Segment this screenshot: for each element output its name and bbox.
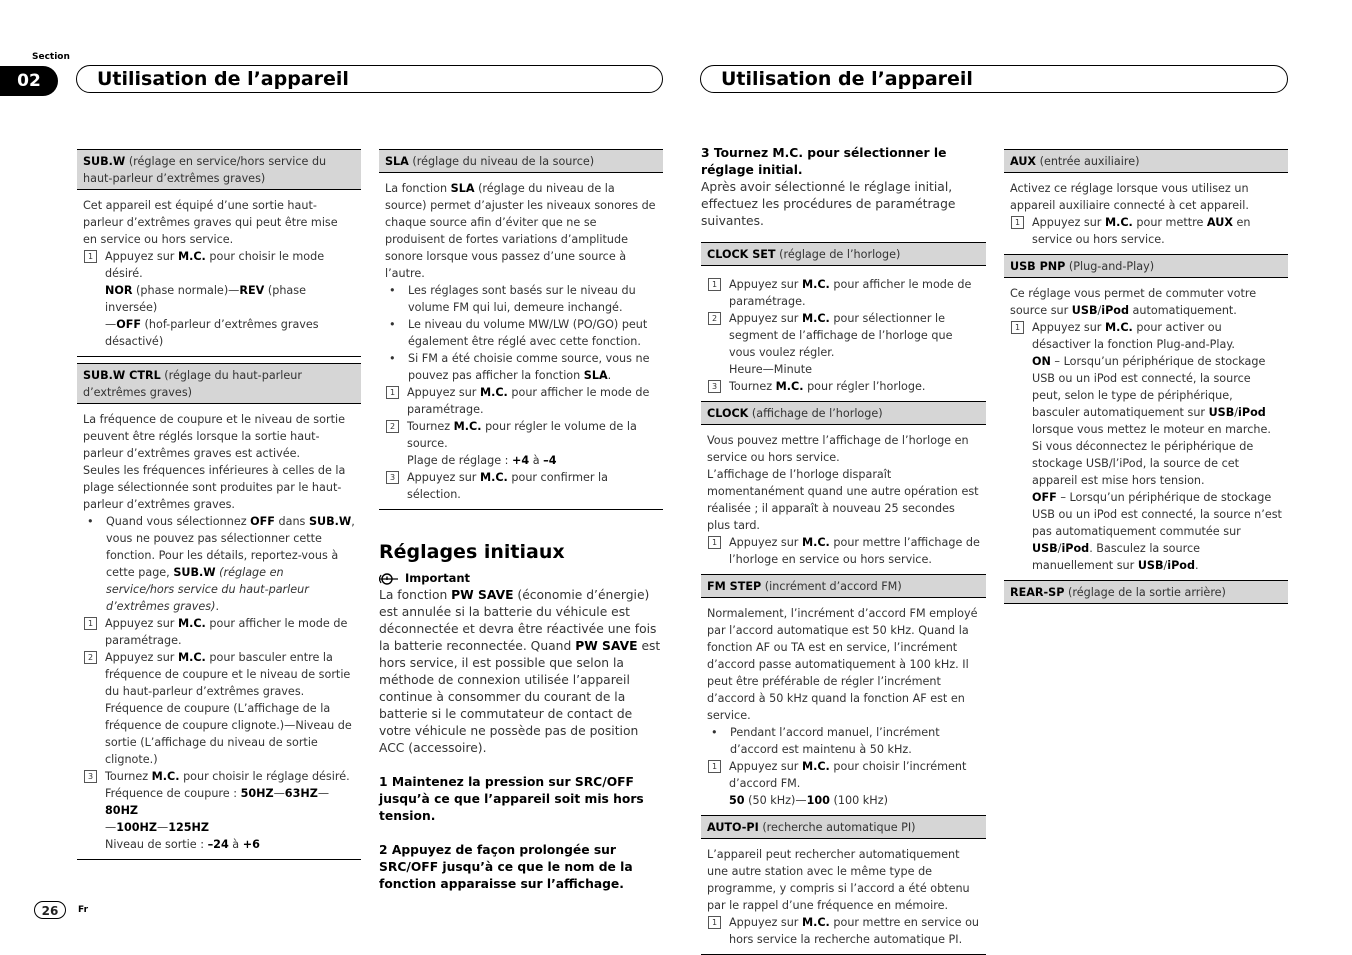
- step-item: 1 Appuyez sur M.C. pour afficher le mode de paramétrage.: [707, 276, 980, 310]
- bullet-item: • Les réglages sont basés sur le niveau du volume FM qui lui, demeure inchangé.: [389, 284, 636, 314]
- step-item: 1 Appuyez sur M.C. pour afficher le mode de paramétrage.: [83, 615, 355, 649]
- clock-header: CLOCK (affichage de l’horloge): [701, 402, 986, 425]
- instruction-step-3-text: Après avoir sélectionné le réglage initial, effectuez les procédures de paramétrage suivantes.: [701, 180, 956, 228]
- subw-header: SUB.W (réglage en service/hors service du haut-parleur d’extrêmes graves): [77, 149, 361, 190]
- important-text: La fonction PW SAVE (économie d’énergie) est annulée si la batterie du véhicule est déconnectée et devra être réactivée une fois la batterie reconnectée. Quand PW SAVE est hors service, il est possible que selon la méthode de connexion utilisée l’appareil continue à consommer du courant de la batterie si le commutateur de contact de votre véhicule ne possède pas de position ACC (accessoire).: [379, 588, 661, 755]
- column-3: [701, 145, 986, 955]
- step-item: 3 Appuyez sur M.C. pour confirmer la sélection.: [385, 469, 657, 503]
- bullet-item: • Pendant l’accord manuel, l’incrément d’accord est maintenu à 50 kHz.: [711, 726, 940, 756]
- paragraph: Normalement, l’incrément d’accord FM employé par l’accord automatique est 50 kHz. Quand la fonction AF ou TA est en service, l’incrément d’accord passe automatiquement à 100 kHz. Il peut être préférable de régler l’incrément d’accord à 50 kHz quand la fonction AF est en service.: [707, 607, 978, 722]
- paragraph: La fréquence de coupure et le niveau de sortie peuvent être réglés lorsque la sortie haut-parleur d’extrêmes graves est activée.: [83, 413, 345, 460]
- instruction-step-2: 2 Appuyez de façon prolongée sur SRC/OFF jusqu’à ce que le nom de la fonction apparaisse sur l’affichage.: [379, 843, 633, 891]
- clock-body: [701, 425, 986, 575]
- aux-body: [1004, 173, 1288, 255]
- paragraph: Vous pouvez mettre l’affichage de l’horloge en service ou hors service.: [707, 434, 969, 464]
- paragraph: L’affichage de l’horloge disparaît momentanément quand une autre opération est réalisée ; il apparaît à nouveau 25 secondes plus tard.: [707, 468, 979, 532]
- bullet-item: • Quand vous sélectionnez OFF dans SUB.W, vous ne pouvez pas sélectionner cette fonction. Pour les détails, reportez-vous à cette page, SUB.W (réglage en service/hors service du haut-parleur d’extrêmes graves).: [87, 515, 355, 613]
- step-item: 2 Appuyez sur M.C. pour sélectionner le segment de l’affichage de l’horloge que vous voulez régler. Heure—Minute: [707, 310, 980, 378]
- instruction-step-3: 3 Tournez M.C. pour sélectionner le réglage initial.: [701, 146, 947, 177]
- step-item: 1 Appuyez sur M.C. pour mettre en service ou hors service la recherche automatique PI.: [707, 914, 980, 948]
- subwctrl-body: [77, 404, 361, 860]
- clockset-header: CLOCK SET (réglage de l’horloge): [701, 242, 986, 266]
- left-page-title: Utilisation de l’appareil: [76, 65, 663, 93]
- usbpnp-body: [1004, 278, 1288, 581]
- column-2: [379, 149, 663, 893]
- subw-body: [77, 190, 361, 357]
- page-number: 26: [34, 901, 66, 919]
- paragraph: Activez ce réglage lorsque vous utilisez un appareil auxiliaire connecté à cet appareil.: [1010, 182, 1249, 212]
- paragraph: Seules les fréquences inférieures à celles de la plage sélectionnée sont produites par le haut-parleur d’extrêmes graves.: [83, 464, 346, 511]
- usbpnp-header: USB PNP (Plug-and-Play): [1004, 255, 1288, 278]
- step-item: 1 Appuyez sur M.C. pour mettre l’affichage de l’horloge en service ou hors service.: [707, 534, 980, 568]
- section-label: Section: [32, 52, 70, 62]
- fmstep-header: FM STEP (incrément d’accord FM): [701, 575, 986, 598]
- autopi-body: [701, 839, 986, 955]
- step-item: 1 Appuyez sur M.C. pour choisir le mode désiré. NOR (phase normale)—REV (phase inversée) —OFF (hof-parleur d’extrêmes graves désactivé): [83, 248, 355, 350]
- step-item: 1 Appuyez sur M.C. pour mettre AUX en service ou hors service.: [1010, 214, 1282, 248]
- step-item: 1 Appuyez sur M.C. pour choisir l’incrément d’accord FM. 50 (50 kHz)—100 (100 kHz): [707, 758, 980, 809]
- bullet-item: • Le niveau du volume MW/LW (PO/GO) peut également être réglé avec cette fonction.: [389, 318, 648, 348]
- column-4: [1004, 149, 1288, 604]
- clockset-body: [701, 266, 986, 402]
- column-1: [77, 149, 361, 860]
- rearsp-header: REAR-SP (réglage de la sortie arrière): [1004, 581, 1288, 604]
- step-item: 2 Appuyez sur M.C. pour basculer entre la fréquence de coupure et le niveau de sortie du haut-parleur d’extrêmes graves. Fréquence de coupure (L’affichage de la fréquence de coupure clignote.)—Niveau de sortie (L’affichage du niveau de sortie clignote.): [83, 649, 355, 768]
- instruction-step-1: 1 Maintenez la pression sur SRC/OFF jusqu’à ce que l’appareil soit mis hors tension.: [379, 775, 644, 823]
- paragraph: Ce réglage vous permet de commuter votre source sur USB/iPod automatiquement.: [1010, 287, 1257, 317]
- paragraph: L’appareil peut rechercher automatiquement une autre station avec le même type de programme, y compris si l’accord a été obtenu par le rappel d’une fréquence en mémoire.: [707, 848, 970, 912]
- language-label: Fr: [78, 905, 89, 915]
- sla-body: [379, 173, 663, 510]
- important-icon: [379, 572, 399, 585]
- step-item: 1 Appuyez sur M.C. pour afficher le mode de paramétrage.: [385, 384, 657, 418]
- section-number: 02: [0, 66, 58, 96]
- sla-header: SLA (réglage du niveau de la source): [379, 149, 663, 173]
- step-item: 1 Appuyez sur M.C. pour activer ou désactiver la fonction Plug-and-Play. ON – Lorsqu’un périphérique de stockage USB ou un iPod est connecté, la source peut, selon le type de périphérique, basculer automatiquement sur USB/iPod lorsque vous mettez le moteur en marche. Si vous déconnectez le périphérique de stockage USB/l’iPod, la source de cet appareil est mise hors tension. OFF – Lorsqu’un périphérique de stockage USB ou un iPod est connecté, la source n’est pas automatiquement commutée sur USB/iPod. Basculez la source manuellement sur USB/iPod.: [1010, 319, 1282, 574]
- important-note: Important: [379, 570, 663, 587]
- fmstep-body: [701, 598, 986, 816]
- subwctrl-header: SUB.W CTRL (réglage du haut-parleur d’extrêmes graves): [77, 363, 361, 404]
- step-item: 3 Tournez M.C. pour choisir le réglage désiré. Fréquence de coupure : 50HZ—63HZ—80HZ —100HZ—125HZ Niveau de sortie : –24 à +6: [83, 768, 355, 853]
- autopi-header: AUTO-PI (recherche automatique PI): [701, 816, 986, 839]
- right-page-title: Utilisation de l’appareil: [700, 65, 1288, 93]
- step-item: 2 Tournez M.C. pour régler le volume de la source. Plage de réglage : +4 à –4: [385, 418, 657, 469]
- subw-intro: Cet appareil est équipé d’une sortie haut-parleur d’extrêmes graves qui peut être mise en service ou hors service.: [83, 199, 338, 246]
- aux-header: AUX (entrée auxiliaire): [1004, 149, 1288, 173]
- step-item: 3 Tournez M.C. pour régler l’horloge.: [707, 378, 980, 395]
- paragraph: La fonction SLA (réglage du niveau de la source) permet d’ajuster les niveaux sonores de chaque source afin d’éviter que ne se produisent de fortes variations d’amplitude sonore lorsque vous passez d’une source à l’autre.: [385, 182, 656, 280]
- bullet-item: • Si FM a été choisie comme source, vous ne pouvez pas afficher la fonction SLA.: [389, 352, 650, 382]
- section-heading: Réglages initiaux: [379, 541, 565, 563]
